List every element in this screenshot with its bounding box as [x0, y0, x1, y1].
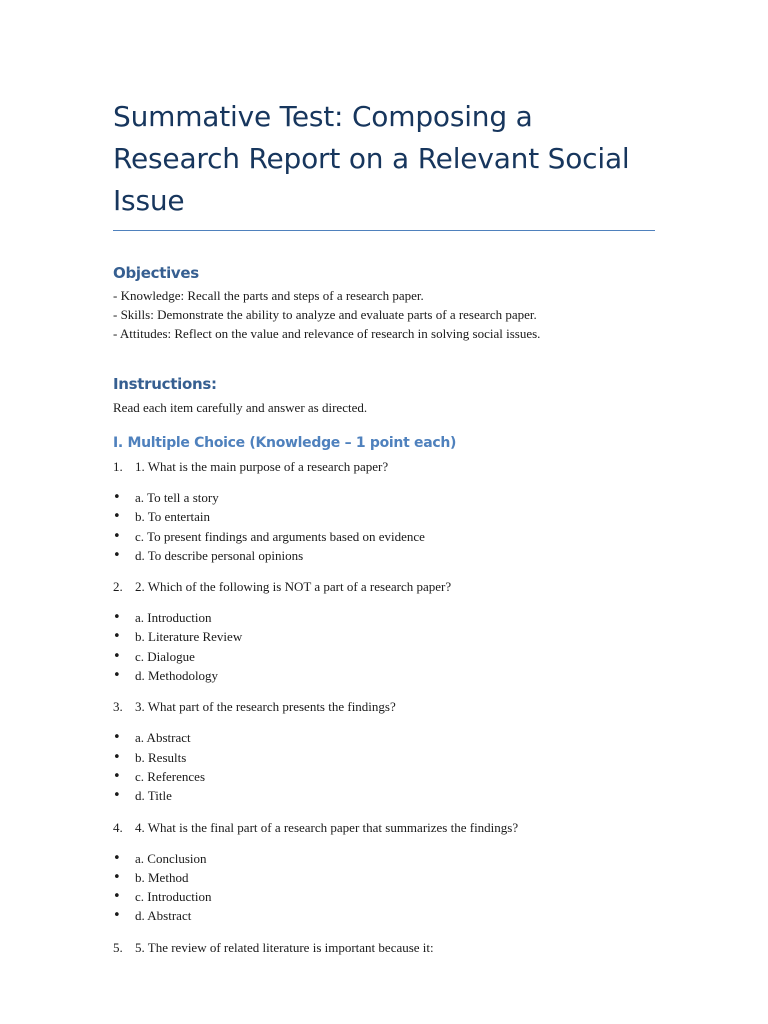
option: • a. Introduction: [113, 608, 655, 627]
question-4: [113, 818, 655, 837]
bullet-icon: •: [113, 889, 121, 905]
bullet-icon: •: [113, 547, 121, 563]
bullet-icon: •: [113, 629, 121, 645]
bullet-icon: •: [113, 648, 121, 664]
option: • d. Title: [113, 786, 655, 805]
bullet-icon: •: [113, 788, 121, 804]
option: • c. References: [113, 767, 655, 786]
document-title: Summative Test: Composing a Research Report on a Relevant Social Issue: [113, 100, 630, 217]
bullet-icon: •: [113, 749, 121, 765]
question-4-options: [113, 849, 655, 926]
bullet-icon: •: [113, 509, 121, 525]
instructions-heading: Instructions:: [113, 375, 217, 393]
option: • c. To present findings and arguments based on evidence: [113, 527, 655, 546]
option: • c. Introduction: [113, 887, 655, 906]
objective-skills: - Skills: Demonstrate the ability to analyze and evaluate parts of a research paper.: [113, 307, 537, 322]
question-text: 4. What is the final part of a research paper that summarizes the findings?: [135, 819, 519, 835]
instructions-text: Read each item carefully and answer as directed.: [113, 400, 368, 415]
question-text: 5. The review of related literature is important because it:: [135, 939, 434, 955]
question-text: 2. Which of the following is NOT a part of a research paper?: [135, 579, 452, 595]
option: • d. To describe personal opinions: [113, 546, 655, 565]
bullet-icon: •: [113, 908, 121, 924]
question-2: [113, 577, 655, 596]
objective-attitudes: - Attitudes: Reflect on the value and relevance of research in solving social issues.: [113, 326, 541, 341]
objective-knowledge: - Knowledge: Recall the parts and steps of a research paper.: [113, 288, 424, 303]
option: • b. Results: [113, 748, 655, 767]
bullet-icon: •: [113, 768, 121, 784]
bullet-icon: •: [113, 850, 121, 866]
title-underline: [113, 230, 655, 231]
bullet-icon: •: [113, 730, 121, 746]
bullet-icon: •: [113, 490, 121, 505]
question-number: 5.: [113, 939, 123, 955]
question-3: [113, 697, 655, 716]
question-3-options: [113, 728, 655, 805]
option: • a. Abstract: [113, 728, 655, 747]
question-number: 2.: [113, 579, 123, 595]
objectives-list: [113, 286, 655, 343]
option: • d. Abstract: [113, 906, 655, 925]
question-5: [113, 938, 655, 957]
question-1: [113, 457, 655, 476]
section-multiple-choice-heading: I. Multiple Choice (Knowledge – 1 point each): [113, 435, 457, 451]
question-text: 1. What is the main purpose of a research paper?: [135, 459, 389, 474]
option: • b. Method: [113, 868, 655, 887]
question-2-options: [113, 608, 655, 685]
option: • a. To tell a story: [113, 488, 655, 507]
bullet-icon: •: [113, 869, 121, 885]
question-number: 4.: [113, 819, 123, 835]
bullet-icon: •: [113, 610, 121, 626]
option: • b. To entertain: [113, 507, 655, 526]
document-page: [113, 96, 655, 957]
question-1-options: [113, 488, 655, 565]
bullet-icon: •: [113, 528, 121, 544]
question-number: 1.: [113, 459, 123, 474]
option: • d. Methodology: [113, 666, 655, 685]
question-text: 3. What part of the research presents the findings?: [135, 699, 396, 715]
question-number: 3.: [113, 699, 123, 715]
option: • c. Dialogue: [113, 647, 655, 666]
bullet-icon: •: [113, 668, 121, 684]
objectives-heading: Objectives: [113, 264, 199, 282]
option: • a. Conclusion: [113, 849, 655, 868]
option: • b. Literature Review: [113, 627, 655, 646]
